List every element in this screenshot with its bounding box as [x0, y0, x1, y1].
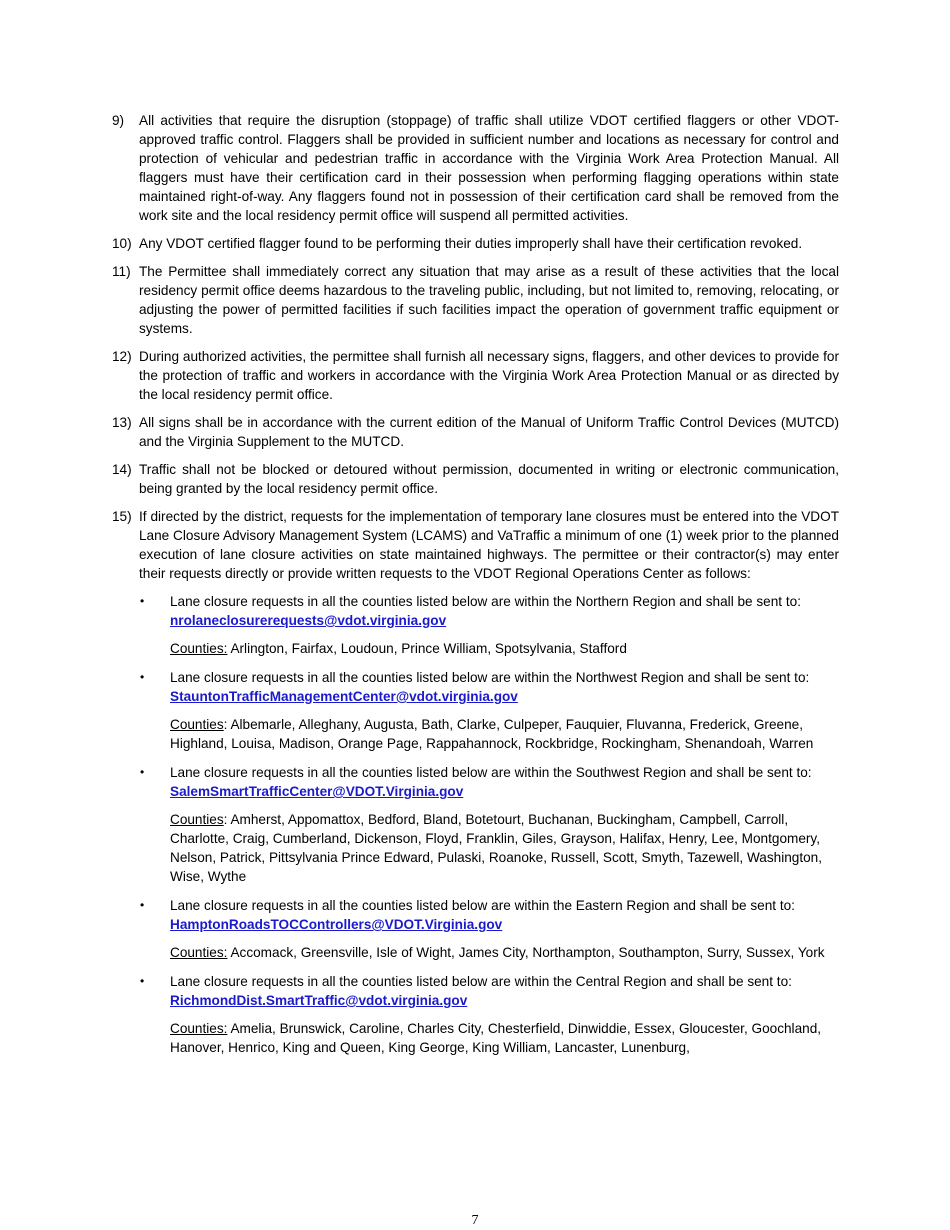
- region-eastern: [110, 896, 839, 962]
- region-email-link[interactable]: nrolaneclosurerequests@vdot.virginia.gov: [170, 613, 447, 628]
- item-text: Any VDOT certified flagger found to be performing their duties improperly shall have their certification revoked.: [139, 236, 803, 251]
- region-northwest: [110, 668, 839, 753]
- counties-label: Counties: [170, 812, 224, 827]
- counties-list: : Amherst, Appomattox, Bedford, Bland, Botetourt, Buchanan, Buckingham, Campbell, Carroll, Charlotte, Craig, Cumberland, Dickenson, Floyd, Franklin, Giles, Grayson, Halifax, Henry, Lee, Montgomery, Nelson, Patrick, Pittsylvania Prince Edward, Pulaski, Roanoke, Russell, Scott, Smyth, Tazewell, Washington, Wise, Wythe: [170, 812, 823, 884]
- counties-line: [170, 715, 839, 753]
- item-number: 12): [112, 349, 132, 364]
- item-text: During authorized activities, the permittee shall furnish all necessary signs, flaggers, and other devices to provide for the protection of traffic and workers in accordance with the Virginia Work Area Protection Manual or as directed by the local residency permit office.: [139, 349, 839, 402]
- item-text: All activities that require the disruption (stoppage) of traffic shall utilize VDOT certified flaggers or other VDOT-approved traffic control. Flaggers shall be provided in sufficient number and locations as necessary for control and protection of vehicular and pedestrian traffic in accordance with the Virginia Work Area Protection Manual. All flaggers must have their certification card in their possession when performing flagging operations within state maintained right-of-way. Any flaggers found not in possession of their certification card shall be removed from the work site and the local residency permit office will suspend all permitted activities.: [139, 113, 839, 223]
- list-item-13: [112, 413, 839, 451]
- region-email-link[interactable]: SalemSmartTrafficCenter@VDOT.Virginia.gov: [170, 784, 464, 799]
- counties-list: : Albemarle, Alleghany, Augusta, Bath, Clarke, Culpeper, Fauquier, Fluvanna, Frederick, Greene, Highland, Louisa, Madison, Orange Page, Rappahannock, Rockbridge, Rockingham, Shenandoah, Warren: [170, 717, 814, 751]
- item-text: All signs shall be in accordance with the current edition of the Manual of Uniform Traffic Control Devices (MUTCD) and the Virginia Supplement to the MUTCD.: [139, 415, 839, 449]
- list-item-12: [112, 347, 839, 404]
- bullet-icon: •: [140, 765, 145, 779]
- region-intro: Lane closure requests in all the counties listed below are within the Northwest Region and shall be sent to:: [170, 670, 810, 685]
- item-number: 14): [112, 462, 132, 477]
- bullet-icon: •: [140, 670, 145, 684]
- item-number: 13): [112, 415, 132, 430]
- item-number: 10): [112, 236, 132, 251]
- item-number: 15): [112, 509, 132, 524]
- region-list: [112, 592, 839, 1057]
- counties-label: Counties:: [170, 641, 228, 656]
- counties-line: [170, 639, 839, 658]
- counties-label: Counties:: [170, 1021, 228, 1036]
- list-item-15: [112, 507, 839, 583]
- item-number: 11): [112, 264, 131, 279]
- region-intro: Lane closure requests in all the counties listed below are within the Northern Region and shall be sent to:: [170, 594, 801, 609]
- region-intro: Lane closure requests in all the counties listed below are within the Eastern Region and shall be sent to:: [170, 898, 795, 913]
- region-body: [170, 896, 839, 962]
- region-email-link[interactable]: RichmondDist.SmartTraffic@vdot.virginia.gov: [170, 993, 468, 1008]
- region-body: [170, 972, 839, 1057]
- region-intro: Lane closure requests in all the counties listed below are within the Southwest Region and shall be sent to:: [170, 765, 812, 780]
- counties-label: Counties: [170, 717, 224, 732]
- region-body: [170, 763, 839, 886]
- bullet-icon: •: [140, 594, 145, 608]
- counties-list: Accomack, Greensville, Isle of Wight, James City, Northampton, Southampton, Surry, Sussex, York: [227, 945, 825, 960]
- counties-line: [170, 943, 839, 962]
- item-number: 9): [112, 113, 125, 128]
- counties-list: Arlington, Fairfax, Loudoun, Prince William, Spotsylvania, Stafford: [227, 641, 627, 656]
- region-central: [110, 972, 839, 1057]
- item-text: If directed by the district, requests for the implementation of temporary lane closures must be entered into the VDOT Lane Closure Advisory Management System (LCAMS) and VaTraffic a minimum of one (1) week prior to the planned execution of lane closure activities on state maintained highways. The permittee or their contractor(s) may enter their requests directly or provide written requests to the VDOT Regional Operations Center as follows:: [139, 509, 839, 581]
- region-email-link[interactable]: StauntonTrafficManagementCenter@vdot.virginia.gov: [170, 689, 518, 704]
- item-text: The Permittee shall immediately correct any situation that may arise as a result of these activities that the local residency permit office deems hazardous to the traveling public, including, but not limited to, removing, relocating, or adjusting the power of permitted facilities if such facilities impact the operation of government traffic equipment or systems.: [139, 264, 839, 336]
- list-item-11: [112, 262, 839, 338]
- counties-list: Amelia, Brunswick, Caroline, Charles City, Chesterfield, Dinwiddie, Essex, Gloucester, Goochland, Hanover, Henrico, King and Queen, King George, King William, Lancaster, Lunenburg,: [170, 1021, 822, 1055]
- page-content: [112, 111, 839, 1067]
- region-body: [170, 592, 839, 658]
- region-intro: Lane closure requests in all the counties listed below are within the Central Region and shall be sent to:: [170, 974, 792, 989]
- counties-line: [170, 810, 839, 886]
- item-text: Traffic shall not be blocked or detoured without permission, documented in writing or electronic communication, being granted by the local residency permit office.: [139, 462, 839, 496]
- region-email-link[interactable]: HamptonRoadsTOCControllers@VDOT.Virginia.gov: [170, 917, 503, 932]
- page-number: 7: [471, 1213, 479, 1228]
- counties-line: [170, 1019, 839, 1057]
- region-southwest: [110, 763, 839, 886]
- bullet-icon: •: [140, 898, 145, 912]
- bullet-icon: •: [140, 974, 145, 988]
- region-northern: [110, 592, 839, 658]
- list-item-10: [112, 234, 839, 253]
- counties-label: Counties:: [170, 945, 228, 960]
- list-item-9: [112, 111, 839, 225]
- list-item-14: [112, 460, 839, 498]
- region-body: [170, 668, 839, 753]
